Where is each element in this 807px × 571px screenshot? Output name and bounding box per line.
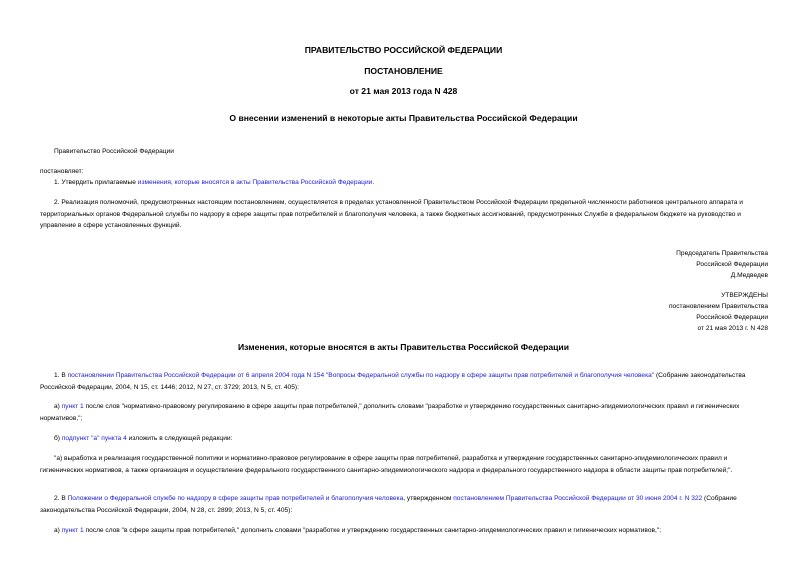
change-item-1: 1. В постановлении Правительства Российской Федерации от 6 апреля 2004 года N 154 "Вопросы Федеральной службы по надзору в сфере защиты прав потребителей и благополучия человека" (Собрание законодательства Российской Федерации, 2004, N 15, ст. 1446; 2012, N 27, ст. 3729; 2013, N 5, ст. 405): [40,372,746,391]
government-label: Правительство Российской Федерации [54,148,174,155]
change-item-1b: б) подпункт "а" пункта 4 изложить в следующей редакции: [54,435,233,442]
change-item-1a: а) пункт 1 после слов "нормативно-правовому регулированию в сфере защиты прав потребителей," дополнить словами "разработке и утверждению государственных санитарно-эпидемиологических правил и гигиенических нормативов,"; [40,403,740,422]
approved-by: постановлением Правительства [668,303,768,310]
decision-item-1: 1. Утвердить прилагаемые изменения, которые вносятся в акты Правительства Российской Федерации. [54,179,375,186]
document-date-number: от 21 мая 2013 года N 428 [349,86,458,96]
changes-title: Изменения, которые вносятся в акты Правительства Российской Федерации [237,342,569,352]
changes-link[interactable]: изменения, которые вносятся в акты Правительства Российской Федерации [137,179,373,186]
signature-country: Российской Федерации [696,261,768,268]
change-item-2a: а) пункт 1 после слов "в сфере защиты прав потребителей," дополнить словами "разработке и утверждению государственных санитарно-эпидемиологических правил и гигиенических нормативов,"; [54,527,662,534]
subpoint-a-link[interactable]: подпункт "а" пункта 4 [61,435,127,442]
approved-date: от 21 мая 2013 г. N 428 [697,325,768,332]
quoted-text: "а) выработка и реализация государственной политики и нормативно-правовое регулирование в сфере защиты прав потребителей, разработка и утверждение государственных санитарно-эпидемиологических правил и гигиенических нормативов, а также организация и осуществление федерального государственного санитарно-эпидемиологического надзора и федерального государственного надзора в области защиты прав потребителей;". [40,455,733,474]
change-item-2: 2. В Положении о Федеральной службе по надзору в сфере защиты прав потребителей и благополучия человека, утвержденном постановлением Правительства Российской Федерации от 30 июня 2004 г. N 322 (Собрание законодательства Российской Федерации, 2004, N 28, ст. 2899; 2013, N 5, ст. 405): [40,495,737,514]
signature-name: Д.Медведев [730,272,768,279]
document-type: ПОСТАНОВЛЕНИЕ [364,66,443,76]
point-1-link-2[interactable]: пункт 1 [61,527,84,534]
approved-country: Российской Федерации [696,314,768,321]
signature-position: Председатель Правительства [676,250,768,257]
decision-item-2: 2. Реализация полномочий, предусмотренных настоящим постановлением, осуществляется в пределах установленной Правительством Российской Федерации предельной численности работников центрального аппарата и территориальных органов Федеральной службы по надзору в сфере защиты прав потребителей и благополучия человека, а также бюджетных ассигнований, предусмотренных Службе в федеральном бюджете на руководство и управление в сфере установленных функций. [40,199,743,230]
regulation-link[interactable]: Положении о Федеральной службе по надзору в сфере защиты прав потребителей и благополучия человека [67,495,404,502]
document-title: О внесении изменений в некоторые акты Правительства Российской Федерации [229,113,578,123]
resolution-154-link[interactable]: постановлении Правительства Российской Федерации от 6 апреля 2004 года N 154 "Вопросы Федеральной службы по надзору в сфере защиты прав потребителей и благополучия человека" [67,372,655,379]
approved-label: УТВЕРЖДЕНЫ [721,292,768,299]
resolution-322-link[interactable]: постановлением Правительства Российской Федерации от 30 июня 2004 г. N 322 [453,495,703,502]
point-1-link[interactable]: пункт 1 [61,403,84,410]
government-heading: ПРАВИТЕЛЬСТВО РОССИЙСКОЙ ФЕДЕРАЦИИ [304,45,503,55]
decides-label: постановляет: [40,168,84,175]
